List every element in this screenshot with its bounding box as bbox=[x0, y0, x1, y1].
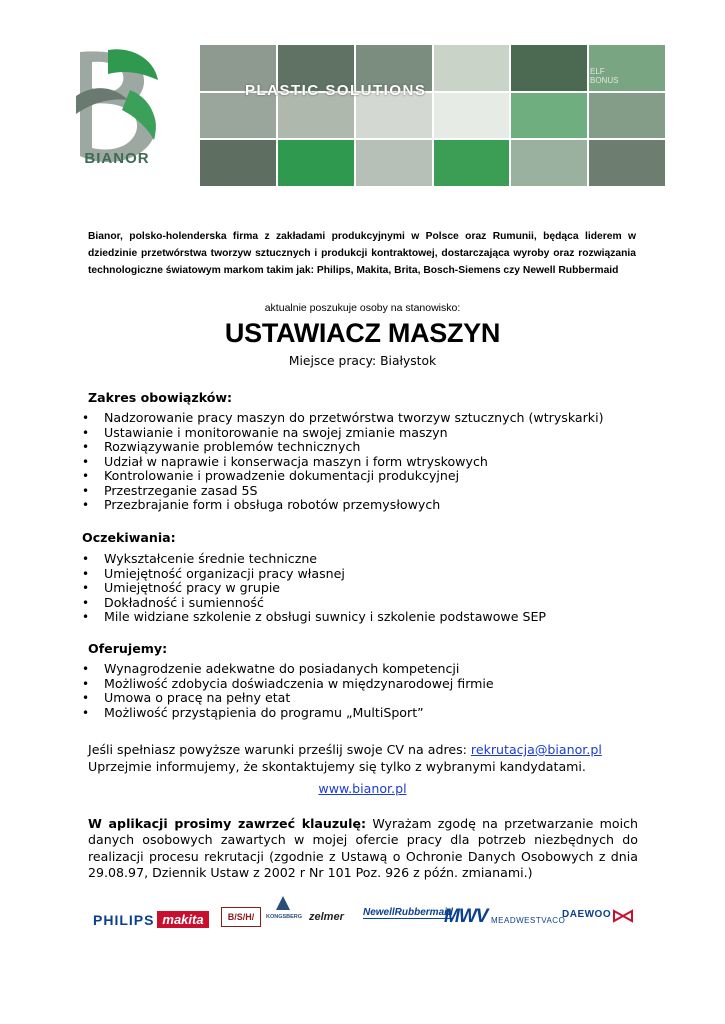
clause-text: Wyrażam zgodę na przetwarzanie moich danych osobowych zawartych w mojej ofercie pracy dla potrzeb niezbędnych do realizacji procesu rekrutacji (zgodnie z Ustawą o Ochronie Danych Osobowych z dnia 29.08.97, Dziennik Ustaw z 2002 r Nr 101 Poz. 926 z późn. zmianami.) bbox=[88, 816, 638, 881]
mosaic-tile bbox=[200, 93, 276, 139]
duties-heading: Zakres obowiązków: bbox=[88, 390, 233, 405]
list-item: • Przezbrajanie form i obsługa robotów przemysłowych bbox=[82, 498, 604, 513]
makita-logo: makita bbox=[157, 911, 209, 928]
mosaic-tile bbox=[278, 93, 354, 139]
offer-list bbox=[82, 662, 494, 720]
kongsberg-logo: KONGSBERG bbox=[266, 914, 303, 920]
daewoo-logo: DAEWOO bbox=[562, 909, 612, 920]
clause-label: W aplikacji prosimy zawrzeć klauzulę: bbox=[88, 816, 367, 831]
consent-clause bbox=[88, 816, 638, 882]
mosaic-tile bbox=[356, 93, 432, 139]
list-item: • Wynagrodzenie adekwatne do posiadanych kompetencji bbox=[82, 662, 494, 677]
list-item: • Możliwość przystąpienia do programu „MultiSport” bbox=[82, 706, 494, 721]
mosaic-tile bbox=[434, 140, 510, 186]
philips-logo: PHILIPS bbox=[93, 912, 155, 928]
list-item: • Rozwiązywanie problemów technicznych bbox=[82, 440, 604, 455]
mosaic-tile bbox=[511, 140, 587, 186]
list-item: • Przestrzeganie zasad 5S bbox=[82, 484, 604, 499]
list-item: • Mile widziane szkolenie z obsługi suwnicy i szkolenie podstawowe SEP bbox=[82, 610, 546, 625]
banner-ghost-line: ELF bbox=[590, 67, 605, 76]
mosaic-tile bbox=[278, 140, 354, 186]
duties-list bbox=[82, 411, 604, 513]
mwv-logo: MWV bbox=[444, 906, 488, 927]
banner-ghost-line: BONUS bbox=[590, 76, 619, 85]
mosaic-tile bbox=[356, 140, 432, 186]
company-intro: Bianor, polsko-holenderska firma z zakładami produkcyjnymi w Polsce oraz Rumunii, będąca liderem w dziedzinie przetwórstwa tworzyw sztucznych i produkcji kontraktowej, dostarczająca wyroby oraz rozwiązania technologiczne światowym markom takim jak: Philips, Makita, Brita, Bosch-Siemens czy Newell Rubbermaid bbox=[88, 231, 636, 276]
list-item: • Umiejętność pracy w grupie bbox=[82, 581, 546, 596]
banner-ghost-text bbox=[590, 67, 618, 85]
newell-rubbermaid-logo: NewellRubbermaid bbox=[363, 907, 454, 918]
mosaic-tile bbox=[511, 93, 587, 139]
logo-wordmark: BIANOR bbox=[84, 150, 150, 167]
expectations-heading: Oczekiwania: bbox=[82, 530, 176, 545]
list-item: • Dokładność i sumienność bbox=[82, 596, 546, 611]
bsh-logo: B/S/H/ bbox=[221, 907, 261, 927]
banner-title: PLASTIC SOLUTIONS bbox=[245, 82, 427, 99]
seeking-line: aktualnie poszukuje osoby na stanowisko: bbox=[264, 302, 461, 314]
expectations-list bbox=[82, 552, 546, 625]
list-item: • Wykształcenie średnie techniczne bbox=[82, 552, 546, 567]
list-item: • Kontrolowanie i prowadzenie dokumentacji produkcyjnej bbox=[82, 469, 604, 484]
mosaic-tile bbox=[434, 45, 510, 91]
list-item: • Ustawianie i monitorowanie na swojej zmianie maszyn bbox=[82, 426, 604, 441]
cv-instructions bbox=[88, 741, 602, 775]
website-link[interactable]: www.bianor.pl bbox=[318, 781, 407, 796]
mosaic-tile bbox=[200, 140, 276, 186]
meadwestvaco-logo: MEADWESTVACO bbox=[491, 916, 566, 925]
cv-line-2: Uprzejmie informujemy, że skontaktujemy się tylko z wybranymi kandydatami. bbox=[88, 759, 586, 774]
list-item: • Umiejętność organizacji pracy własnej bbox=[82, 567, 546, 582]
kongsberg-triangle-icon bbox=[276, 896, 290, 910]
daewoo-emblem-icon bbox=[612, 909, 634, 923]
job-title: USTAWIACZ MASZYN bbox=[224, 318, 501, 348]
offer-heading: Oferujemy: bbox=[88, 641, 168, 656]
zelmer-logo: zelmer bbox=[309, 911, 344, 923]
email-link[interactable]: rekrutacja@bianor.pl bbox=[470, 742, 602, 757]
work-location: Miejsce pracy: Białystok bbox=[288, 354, 437, 368]
mosaic-tile bbox=[589, 93, 665, 139]
list-item: • Nadzorowanie pracy maszyn do przetwórstwa tworzyw sztucznych (wtryskarki) bbox=[82, 411, 604, 426]
list-item: • Umowa o pracę na pełny etat bbox=[82, 691, 494, 706]
list-item: • Udział w naprawie i konserwacja maszyn i form wtryskowych bbox=[82, 455, 604, 470]
cv-line-1 bbox=[88, 741, 602, 758]
mosaic-tile bbox=[511, 45, 587, 91]
mosaic-tile bbox=[589, 140, 665, 186]
list-item: • Możliwość zdobycia doświadczenia w międzynarodowej firmie bbox=[82, 677, 494, 692]
mosaic-tile bbox=[434, 93, 510, 139]
cv-prefix: Jeśli spełniasz powyższe warunki prześlij swoje CV na adres: bbox=[88, 742, 471, 757]
